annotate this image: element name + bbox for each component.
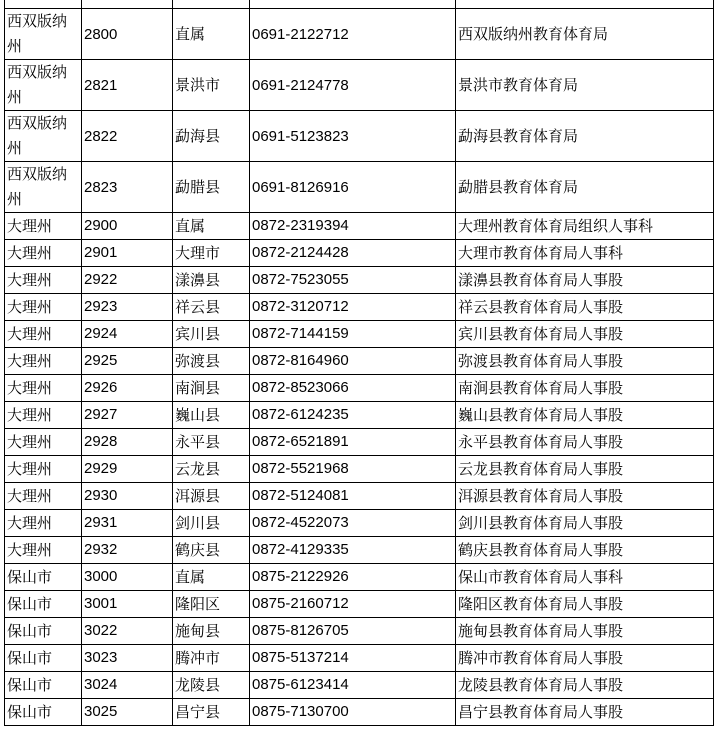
phone-cell: 0872-7523055 — [250, 267, 456, 294]
region-cell: 大理州 — [5, 375, 82, 402]
table-row — [5, 456, 714, 483]
region-cell: 大理州 — [5, 483, 82, 510]
region-cell: 保山市 — [5, 618, 82, 645]
office-cell: 南涧县教育体育局人事股 — [456, 375, 714, 402]
code-cell: 2901 — [82, 240, 173, 267]
table-row — [5, 510, 714, 537]
code-cell: 3025 — [82, 699, 173, 726]
table-row — [5, 375, 714, 402]
office-cell: 景洪市教育体育局 — [456, 60, 714, 111]
area-cell: 宾川县 — [173, 321, 250, 348]
area-cell: 勐海县 — [173, 111, 250, 162]
region-cell: 保山市 — [5, 672, 82, 699]
phone-cell: 0872-6124235 — [250, 402, 456, 429]
code-cell: 2926 — [82, 375, 173, 402]
phone-cell: 0875-2160712 — [250, 591, 456, 618]
area-cell: 云龙县 — [173, 456, 250, 483]
phone-cell: 0691-2124778 — [250, 60, 456, 111]
phone-cell: 0872-4129335 — [250, 537, 456, 564]
phone-cell: 0872-7144159 — [250, 321, 456, 348]
table-row — [5, 672, 714, 699]
code-cell: 2931 — [82, 510, 173, 537]
office-cell: 弥渡县教育体育局人事股 — [456, 348, 714, 375]
region-cell: 大理州 — [5, 294, 82, 321]
table-row — [5, 348, 714, 375]
contact-table — [4, 0, 714, 726]
phone-cell: 0872-8523066 — [250, 375, 456, 402]
table-row — [5, 402, 714, 429]
phone-cell: 0872-2124428 — [250, 240, 456, 267]
code-cell: 2900 — [82, 213, 173, 240]
phone-cell: 0875-8126705 — [250, 618, 456, 645]
office-cell: 昌宁县教育体育局人事股 — [456, 699, 714, 726]
area-cell: 弥渡县 — [173, 348, 250, 375]
office-cell: 腾冲市教育体育局人事股 — [456, 645, 714, 672]
code-cell: 3000 — [82, 564, 173, 591]
office-cell: 祥云县教育体育局人事股 — [456, 294, 714, 321]
code-cell: 2930 — [82, 483, 173, 510]
code-cell: 3024 — [82, 672, 173, 699]
office-cell: 大理州教育体育局组织人事科 — [456, 213, 714, 240]
office-cell: 勐海县教育体育局 — [456, 111, 714, 162]
area-cell: 直属 — [173, 9, 250, 60]
table-row — [5, 591, 714, 618]
table-row — [5, 483, 714, 510]
table-row — [5, 699, 714, 726]
region-cell: 西双版纳州 — [5, 162, 82, 213]
area-cell: 剑川县 — [173, 510, 250, 537]
phone-cell: 0872-3120712 — [250, 294, 456, 321]
code-cell: 2929 — [82, 456, 173, 483]
table-cell — [250, 0, 456, 9]
code-cell: 2924 — [82, 321, 173, 348]
area-cell: 大理市 — [173, 240, 250, 267]
table-row — [5, 537, 714, 564]
region-cell: 大理州 — [5, 429, 82, 456]
region-cell: 西双版纳州 — [5, 60, 82, 111]
phone-cell: 0875-5137214 — [250, 645, 456, 672]
area-cell: 巍山县 — [173, 402, 250, 429]
table-row — [5, 429, 714, 456]
phone-cell: 0872-8164960 — [250, 348, 456, 375]
phone-cell: 0872-5521968 — [250, 456, 456, 483]
area-cell: 龙陵县 — [173, 672, 250, 699]
region-cell: 大理州 — [5, 267, 82, 294]
office-cell: 洱源县教育体育局人事股 — [456, 483, 714, 510]
office-cell: 宾川县教育体育局人事股 — [456, 321, 714, 348]
table-row — [5, 60, 714, 111]
code-cell: 2925 — [82, 348, 173, 375]
region-cell: 保山市 — [5, 591, 82, 618]
area-cell: 隆阳区 — [173, 591, 250, 618]
area-cell: 昌宁县 — [173, 699, 250, 726]
table-row — [5, 111, 714, 162]
area-cell: 勐腊县 — [173, 162, 250, 213]
office-cell: 漾濞县教育体育局人事股 — [456, 267, 714, 294]
area-cell: 祥云县 — [173, 294, 250, 321]
area-cell: 洱源县 — [173, 483, 250, 510]
code-cell: 2927 — [82, 402, 173, 429]
code-cell: 3022 — [82, 618, 173, 645]
office-cell: 鹤庆县教育体育局人事股 — [456, 537, 714, 564]
area-cell: 永平县 — [173, 429, 250, 456]
region-cell: 西双版纳州 — [5, 111, 82, 162]
office-cell: 龙陵县教育体育局人事股 — [456, 672, 714, 699]
contact-table-body — [5, 0, 714, 726]
area-cell: 南涧县 — [173, 375, 250, 402]
area-cell: 景洪市 — [173, 60, 250, 111]
area-cell: 直属 — [173, 564, 250, 591]
region-cell: 保山市 — [5, 645, 82, 672]
code-cell: 2923 — [82, 294, 173, 321]
region-cell: 西双版纳州 — [5, 9, 82, 60]
region-cell: 大理州 — [5, 213, 82, 240]
table-row — [5, 162, 714, 213]
table-row — [5, 267, 714, 294]
phone-cell: 0872-5124081 — [250, 483, 456, 510]
region-cell: 大理州 — [5, 456, 82, 483]
table-row — [5, 240, 714, 267]
table-row — [5, 9, 714, 60]
area-cell: 鹤庆县 — [173, 537, 250, 564]
region-cell: 大理州 — [5, 402, 82, 429]
region-cell: 保山市 — [5, 699, 82, 726]
region-cell: 保山市 — [5, 564, 82, 591]
code-cell: 3001 — [82, 591, 173, 618]
code-cell: 2928 — [82, 429, 173, 456]
code-cell: 2932 — [82, 537, 173, 564]
table-cell — [82, 0, 173, 9]
office-cell: 剑川县教育体育局人事股 — [456, 510, 714, 537]
table-cell — [5, 0, 82, 9]
office-cell: 隆阳区教育体育局人事股 — [456, 591, 714, 618]
phone-cell: 0691-5123823 — [250, 111, 456, 162]
phone-cell: 0872-2319394 — [250, 213, 456, 240]
phone-cell: 0691-2122712 — [250, 9, 456, 60]
table-row — [5, 294, 714, 321]
table-row — [5, 564, 714, 591]
area-cell: 直属 — [173, 213, 250, 240]
table-row — [5, 213, 714, 240]
office-cell: 施甸县教育体育局人事股 — [456, 618, 714, 645]
area-cell: 腾冲市 — [173, 645, 250, 672]
phone-cell: 0872-6521891 — [250, 429, 456, 456]
table-cell — [173, 0, 250, 9]
office-cell: 保山市教育体育局人事科 — [456, 564, 714, 591]
office-cell: 大理市教育体育局人事科 — [456, 240, 714, 267]
phone-cell: 0872-4522073 — [250, 510, 456, 537]
region-cell: 大理州 — [5, 537, 82, 564]
region-cell: 大理州 — [5, 348, 82, 375]
phone-cell: 0875-6123414 — [250, 672, 456, 699]
office-cell: 勐腊县教育体育局 — [456, 162, 714, 213]
table-row — [5, 321, 714, 348]
table-cell — [456, 0, 714, 9]
table-row — [5, 618, 714, 645]
phone-cell: 0875-7130700 — [250, 699, 456, 726]
region-cell: 大理州 — [5, 240, 82, 267]
office-cell: 云龙县教育体育局人事股 — [456, 456, 714, 483]
code-cell: 2922 — [82, 267, 173, 294]
region-cell: 大理州 — [5, 321, 82, 348]
region-cell: 大理州 — [5, 510, 82, 537]
office-cell: 西双版纳州教育体育局 — [456, 9, 714, 60]
code-cell: 2823 — [82, 162, 173, 213]
area-cell: 漾濞县 — [173, 267, 250, 294]
phone-cell: 0691-8126916 — [250, 162, 456, 213]
phone-cell: 0875-2122926 — [250, 564, 456, 591]
office-cell: 巍山县教育体育局人事股 — [456, 402, 714, 429]
table-row-partial — [5, 0, 714, 9]
table-row — [5, 645, 714, 672]
code-cell: 3023 — [82, 645, 173, 672]
code-cell: 2800 — [82, 9, 173, 60]
code-cell: 2822 — [82, 111, 173, 162]
area-cell: 施甸县 — [173, 618, 250, 645]
office-cell: 永平县教育体育局人事股 — [456, 429, 714, 456]
code-cell: 2821 — [82, 60, 173, 111]
